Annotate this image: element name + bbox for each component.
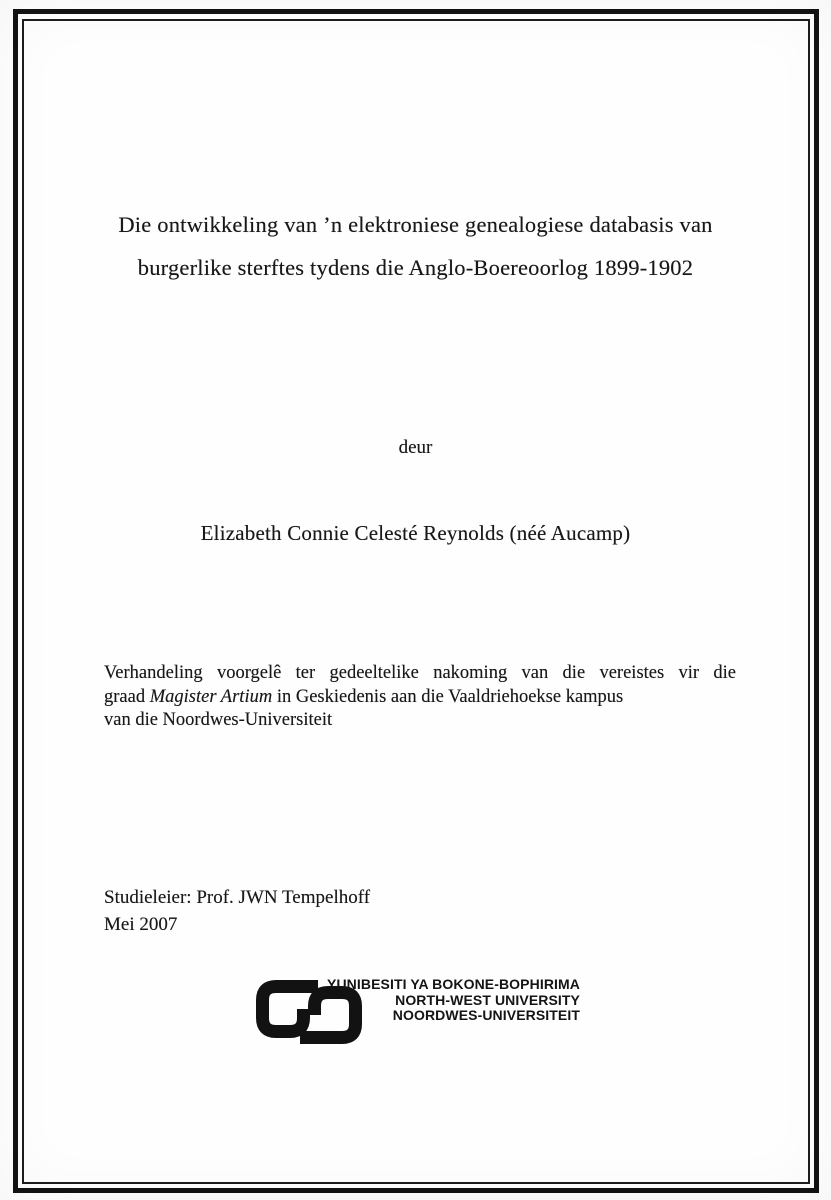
author-name: Elizabeth Connie Celesté Reynolds (néé Aucamp)	[200, 521, 631, 545]
statement-line2-pre: graad	[104, 686, 150, 707]
byline-preposition: deur	[398, 437, 433, 458]
submission-statement	[104, 662, 736, 733]
supervisor-line: Studieleier: Prof. JWN Tempelhoff	[104, 887, 371, 908]
statement-line1: Verhandeling voorgelê ter gedeeltelike nakoming van die vereistes vir die	[104, 663, 736, 683]
thesis-title-line2: burgerlike sterftes tydens die Anglo-Boereoorlog 1899-1902	[137, 255, 694, 280]
thesis-title-line1: Die ontwikkeling van ’n elektroniese genealogiese databasis van	[118, 212, 713, 237]
wordmark-afrikaans: NOORDWES-UNIVERSITEIT	[392, 1007, 580, 1024]
statement-line2	[104, 686, 736, 710]
thesis-title	[0, 203, 831, 289]
supervisor-block	[104, 884, 370, 938]
wordmark-english: NORTH-WEST UNIVERSITY	[395, 991, 580, 1008]
statement-line2-post: in Geskiedenis aan die Vaaldriehoekse kampus	[272, 686, 624, 707]
statement-line3: van die Noordwes-Universiteit	[104, 710, 333, 730]
degree-name-italic: Magister Artium	[149, 686, 273, 707]
date-line: Mei 2007	[104, 914, 178, 935]
wordmark-setswana: YUNIBESITI YA BOKONE-BOPHIRIMA	[327, 976, 580, 992]
university-wordmark	[318, 977, 580, 1024]
